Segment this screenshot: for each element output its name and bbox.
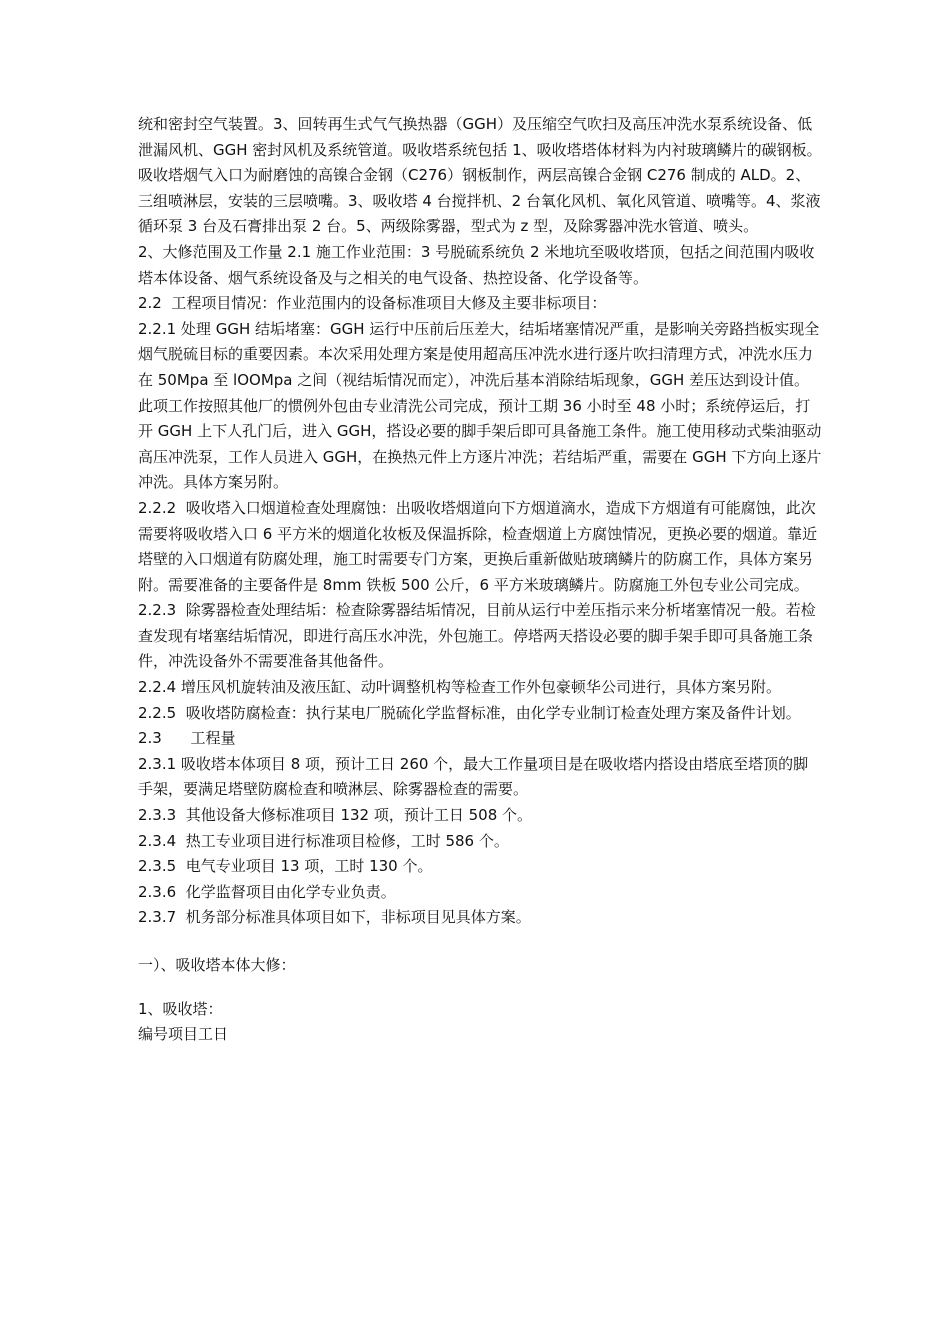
paragraph-system-description: 统和密封空气装置。3、回转再生式气气换热器（GGH）及压缩空气吹扫及高压冲洗水泵系统设备、低泄漏风机、GGH 密封风机及系统管道。吸收塔系统包括 1、吸收塔塔体材料为内衬玻璃鳞片的碳钢板。吸收塔烟气入口为耐磨蚀的高镍合金钢（C276）钢板制作，两层高镍合金钢 C276 制成的 ALD。2、三组喷淋层，安装的三层喷嘴。3、吸收塔 4 台搅拌机、2 台氧化风机、氧化风管道、喷嘴等。4、浆液循环泵 3 台及石膏排出泵 2 台。5、两级除雾器，型式为 z 型，及除雾器冲洗水管道、喷头。 xyxy=(138,115,822,236)
document-body xyxy=(138,112,822,1048)
table-header-line: 编号项目工日 xyxy=(138,1025,229,1044)
paragraph-2-2-2: 2.2.2 吸收塔入口烟道检查处理腐蚀：出吸收塔烟道向下方烟道滴水，造成下方烟道有可能腐蚀，此次需要将吸收塔入口 6 平方米的烟道化妆板及保温拆除，检查烟道上方腐蚀情况，更换必要的烟道。靠近塔壁的入口烟道有防腐处理，施工时需要专门方案，更换后重新做贴玻璃鳞片的防腐工作，具体方案另附。需要准备的主要备件是 8mm 铁板 500 公斤，6 平方米玻璃鳞片。防腐施工外包专业公司完成。 xyxy=(138,498,818,594)
paragraph-2-2-3: 2.2.3 除雾器检查处理结垢：检查除雾器结垢情况，目前从运行中差压指示来分析堵塞情况一般。若检查发现有堵塞结垢情况，即进行高压水冲洗，外包施工。停塔两天搭设必要的脚手架手即可具备施工条件，冲洗设备外不需要准备其他备件。 xyxy=(138,601,816,671)
paragraph-2-3-5: 2.3.5 电气专业项目 13 项，工时 130 个。 xyxy=(138,857,433,876)
paragraph-2-3-heading: 2.3 工程量 xyxy=(138,729,236,748)
subsection-heading-absorber: 1、吸收塔： xyxy=(138,999,223,1018)
paragraph-2-2-4: 2.2.4 增压风机旋转油及液压缸、动叶调整机构等检查工作外包豪顿华公司进行，具体方案另附。 xyxy=(138,678,781,697)
paragraph-2-3-4: 2.3.4 热工专业项目进行标准项目检修，工时 586 个。 xyxy=(138,831,509,850)
paragraph-2-3-6: 2.3.6 化学监督项目由化学专业负责。 xyxy=(138,882,396,901)
paragraph-2-3-3: 2.3.3 其他设备大修标准项目 132 项，预计工日 508 个。 xyxy=(138,806,533,825)
section-heading-absorber-overhaul: 一）、吸收塔本体大修： xyxy=(138,956,296,974)
paragraph-2-3-7: 2.3.7 机务部分标准具体项目如下，非标项目见具体方案。 xyxy=(138,908,531,927)
paragraph-overhaul-scope: 2、大修范围及工作量 2.1 施工作业范围：3 号脱硫系统负 2 米地坑至吸收塔顶，包括之间范围内吸收塔本体设备、烟气系统设备及与之相关的电气设备、热控设备、化学设备等。 xyxy=(138,242,815,287)
paragraph-2-3-1: 2.3.1 吸收塔本体项目 8 项，预计工日 260 个，最大工作量项目是在吸收塔内搭设由塔底至塔顶的脚手架，要满足塔壁防腐检查和喷淋层、除雾器检查的需要。 xyxy=(138,754,809,799)
paragraph-2-2-5: 2.2.5 吸收塔防腐检查：执行某电厂脱硫化学监督标准，由化学专业制订检查处理方案及备件计划。 xyxy=(138,703,801,722)
paragraph-2-2-heading: 2.2 工程项目情况：作业范围内的设备标准项目大修及主要非标项目： xyxy=(138,294,607,313)
paragraph-2-2-1: 2.2.1 处理 GGH 结垢堵塞：GGH 运行中压前后压差大，结垢堵塞情况严重，是影响关旁路挡板实现全烟气脱硫目标的重要因素。本次采用处理方案是使用超高压冲洗水进行逐片吹扫清理方式，冲洗水压力在 50Mpa 至 lOOMpa 之间（视结垢情况而定），冲洗后基本消除结垢现象，GGH 差压达到设计值。此项工作按照其他厂的惯例外包由专业清洗公司完成，预计工期 36 小时至 48 小时；系统停运后，打开 GGH 上下人孔门后，进入 GGH，搭设必要的脚手架后即可具备施工条件。施工使用移动式柴油驱动高压冲洗泵，工作人员进入 GGH，在换热元件上方逐片冲洗；若结垢严重，需要在 GGH 下方向上逐片冲洗。具体方案另附。 xyxy=(138,319,822,492)
